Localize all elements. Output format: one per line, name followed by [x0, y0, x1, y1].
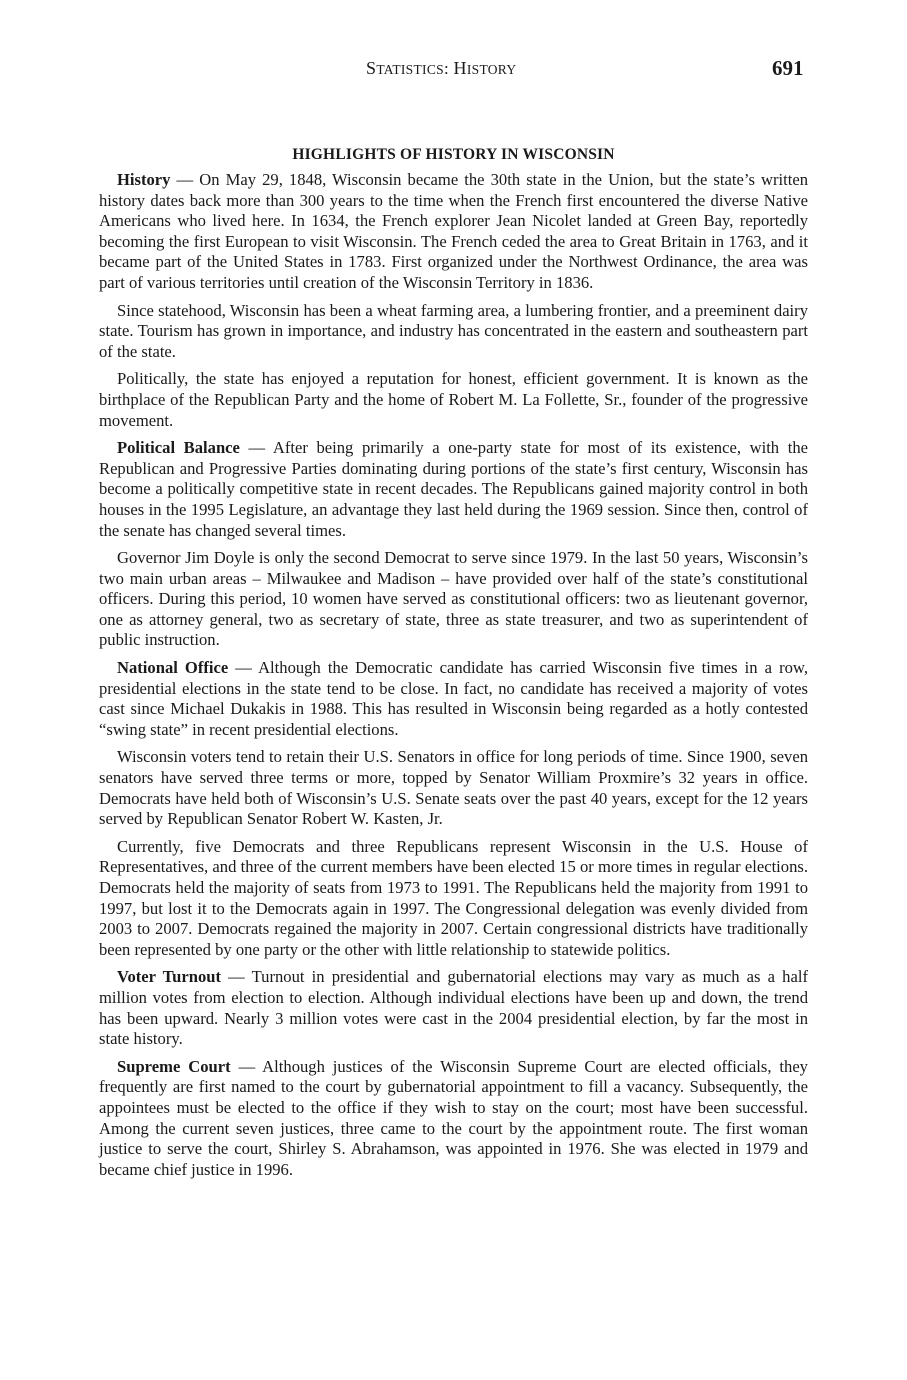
- paragraph-text: Governor Jim Doyle is only the second Democrat to serve since 1979. In the last 50 years, Wisconsin’s two main urban areas – Milwaukee and Madison – have provided over half of the state’s constitutional officers. During this period, 10 women have served as constitutional officers: two as lieutenant governor, one as attorney general, two as secretary of state, three as state treasurer, and two as superintendent of public instruction.: [99, 548, 808, 650]
- paragraph-text: — On May 29, 1848, Wisconsin became the 30th state in the Union, but the state’s written history dates back more than 300 years to the time when the French first encountered the diverse Native Americans who lived here. In 1634, the French explorer Jean Nicolet landed at Green Bay, reportedly becoming the first European to visit Wisconsin. The French ceded the area to Great Britain in 1763, and it became part of the United States in 1783. First organized under the Northwest Ordinance, the area was part of various territories until creation of the Wisconsin Territory in 1836.: [99, 170, 808, 292]
- paragraph-house: [99, 837, 808, 961]
- running-head-subsection: HISTORY: [453, 58, 517, 78]
- running-head-title: [366, 58, 516, 79]
- paragraph-politically: [99, 369, 808, 431]
- paragraph-history: [99, 170, 808, 294]
- paragraph-text: — After being primarily a one-party state for most of its existence, with the Republican and Progressive Parties dominating during portions of the state’s first century, Wisconsin has become a politically competitive state in recent decades. The Republicans gained majority control in both houses in the 1995 Legislature, an advantage they last held during the 1969 session. Since then, control of the senate has changed several times.: [99, 438, 808, 540]
- paragraph-national-office: [99, 658, 808, 740]
- paragraph-lead: History: [117, 170, 171, 189]
- paragraph-senators: [99, 747, 808, 829]
- paragraph-political-balance: [99, 438, 808, 541]
- running-head-separator: :: [443, 59, 449, 78]
- paragraph-text: Since statehood, Wisconsin has been a wheat farming area, a lumbering frontier, and a preeminent dairy state. Tourism has grown in importance, and industry has concentrated in the eastern and southeastern part of the state.: [99, 300, 808, 361]
- paragraph-text: Currently, five Democrats and three Republicans represent Wisconsin in the U.S. House of Representatives, and three of the current members have been elected 15 or more times in regular elections. Democrats held the majority of seats from 1973 to 1991. The Republicans held the majority from 1991 to 1997, but lost it to the Democrats again in 1997. The Congressional delegation was evenly divided from 2003 to 2007. Democrats regained the majority in 2007. Certain congressional districts have traditionally been represented by one party or the other with little relationship to statewide politics.: [99, 836, 808, 959]
- paragraph-text: Wisconsin voters tend to retain their U.S. Senators in office for long periods of time. Since 1900, seven senators have served three terms or more, topped by Senator William Proxmire’s 32 years in office. Democrats have held both of Wisconsin’s U.S. Senate seats over the past 40 years, except for the 12 years served by Republican Senator Robert W. Kasten, Jr.: [99, 747, 808, 829]
- paragraph-lead: Voter Turnout: [117, 967, 221, 987]
- paragraph-text: — Although the Democratic candidate has carried Wisconsin five times in a row, presidential elections in the state tend to be close. In fact, no candidate has received a majority of votes cast since Michael Dukakis in 1988. This has resulted in Wisconsin being regarded as a hotly contested “swing state” in recent presidential elections.: [99, 658, 808, 739]
- paragraph-text: — Turnout in presidential and gubernatorial elections may vary as much as a half million votes from election to election. Although individual elections have been up and down, the trend has been upward. Nearly 3 million votes were cast in the 2004 presidential election, by far the most in state history.: [99, 967, 808, 1049]
- article-title: HIGHLIGHTS OF HISTORY IN WISCONSIN: [292, 146, 615, 164]
- paragraph-text: — Although justices of the Wisconsin Supreme Court are elected officials, they frequently are first named to the court by gubernatorial appointment to fill a vacancy. Subsequently, the appointees must be elected to the office if they wish to stay on the court; most have been successful. Among the current seven justices, three came to the court by the appointment route. The first woman justice to serve the court, Shirley S. Abrahamson, was appointed in 1976. She was elected in 1979 and became chief justice in 1996.: [99, 1056, 808, 1179]
- page-number: 691: [772, 56, 804, 80]
- paragraph-governor: [99, 548, 808, 651]
- paragraph-text: Politically, the state has enjoyed a reputation for honest, efficient government. It is known as the birthplace of the Republican Party and the home of Robert M. La Follette, Sr., founder of the progressive movement.: [99, 369, 808, 430]
- paragraph-lead: Supreme Court: [117, 1056, 231, 1076]
- paragraph-supreme-court: [99, 1057, 808, 1181]
- running-head-section: STATISTICS: [366, 58, 444, 78]
- running-head: [0, 56, 907, 80]
- paragraph-statehood: [99, 301, 808, 363]
- paragraph-lead: Political Balance: [117, 438, 240, 458]
- paragraph-lead: National Office: [117, 658, 229, 678]
- article-body: [99, 170, 808, 1187]
- paragraph-voter-turnout: [99, 967, 808, 1049]
